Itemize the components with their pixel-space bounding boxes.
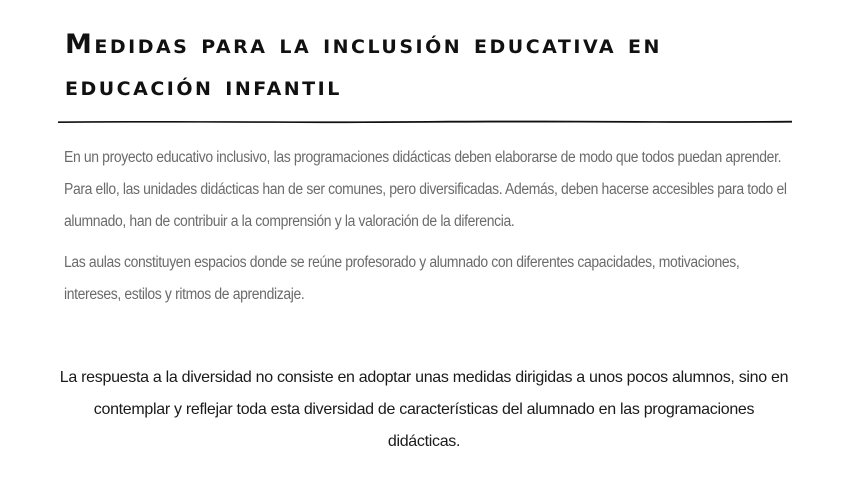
body-paragraph-1: En un proyecto educativo inclusivo, las programaciones didácticas deben elaborarse de modo que todos puedan aprender. Para ello, las unidades didácticas han de ser comunes, pero diversificadas. Además, deben hacerse accesibles para todo el alumnado, han de contribuir a la comprensión y la valoración de la diferencia. [64, 149, 787, 230]
body-paragraph-2: Las aulas constituyen espacios donde se reúne profesorado y alumnado con diferentes capacidades, motivaciones, intereses, estilos y ritmos de aprendizaje. [64, 254, 740, 303]
title-underline [58, 118, 792, 124]
highlight-quote: La respuesta a la diversidad no consiste en adoptar unas medidas dirigidas a unos pocos alumnos, sino en contemplar y reflejar toda esta diversidad de características del alumnado en las programaciones didácticas. [59, 369, 789, 450]
slide-title: Medidas para la inclusión educativa en educación infantil [65, 29, 662, 102]
